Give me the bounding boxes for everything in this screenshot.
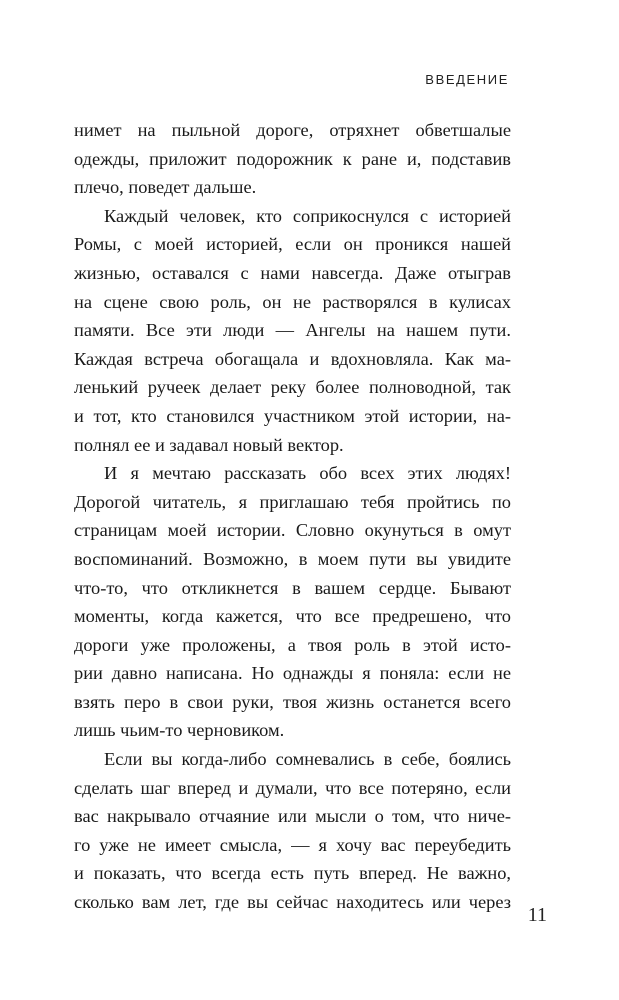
text-line: памяти. Все эти люди — Ангелы на нашем пути. [74, 320, 511, 341]
text-line: Каждый человек, кто соприкоснулся с историей [104, 205, 511, 226]
body-text [74, 116, 511, 917]
text-line: лишь чьим-то черновиком. [74, 720, 285, 741]
text-line: на сцене свою роль, он не растворялся в кулисах [74, 291, 511, 312]
page-number: 11 [527, 904, 547, 926]
text-line: вас накрывало отчаяние или мысли о том, что ниче- [74, 806, 511, 827]
text-line: Если вы когда-либо сомневались в себе, боялись [104, 749, 511, 770]
text-line: одежды, приложит подорожник к ране и, подставив [74, 148, 511, 169]
text-line: и тот, кто становился участником этой истории, на- [74, 405, 511, 426]
text-line: дороги уже проложены, а твоя роль в этой исто- [74, 634, 511, 655]
text-line: нимет на пыльной дороге, отряхнет обветшалые [74, 120, 511, 140]
text-line: Каждая встреча обогащала и вдохновляла. Как ма- [74, 348, 511, 369]
text-line: Дорогой читатель, я приглашаю тебя пройтись по [74, 491, 511, 512]
text-line: рии давно написана. Но однажды я поняла: если не [74, 663, 511, 684]
text-line: ленький ручеек делает реку более полноводной, так [74, 377, 511, 398]
text-line: плечо, поведет дальше. [74, 177, 257, 198]
text-line: страницам моей истории. Словно окунуться в омут [74, 520, 511, 541]
text-line: воспоминаний. Возможно, в моем пути вы увидите [74, 548, 511, 569]
text-line: сколько вам лет, где вы сейчас находитесь или через [74, 892, 511, 913]
text-line: взять перо в свои руки, твоя жизнь останется всего [74, 691, 511, 712]
text-line: И я мечтаю рассказать обо всех этих людях! [104, 463, 511, 484]
text-line: жизнью, оставался с нами навсегда. Даже отыграв [74, 262, 511, 283]
text-line: полнял ее и задавал новый вектор. [74, 434, 344, 455]
running-head: ВВЕДЕНИЕ [425, 72, 509, 87]
text-line: и показать, что всегда есть путь вперед. Не важно, [74, 863, 511, 884]
text-line: что-то, что откликнется в вашем сердце. Бывают [74, 577, 511, 598]
text-line: Ромы, с моей историей, если он проникся нашей [74, 234, 511, 255]
text-line: го уже не имеет смысла, — я хочу вас переубедить [74, 834, 511, 855]
text-line: сделать шаг вперед и думали, что все потеряно, если [74, 777, 511, 798]
text-line: моменты, когда кажется, что все предрешено, что [74, 606, 511, 627]
